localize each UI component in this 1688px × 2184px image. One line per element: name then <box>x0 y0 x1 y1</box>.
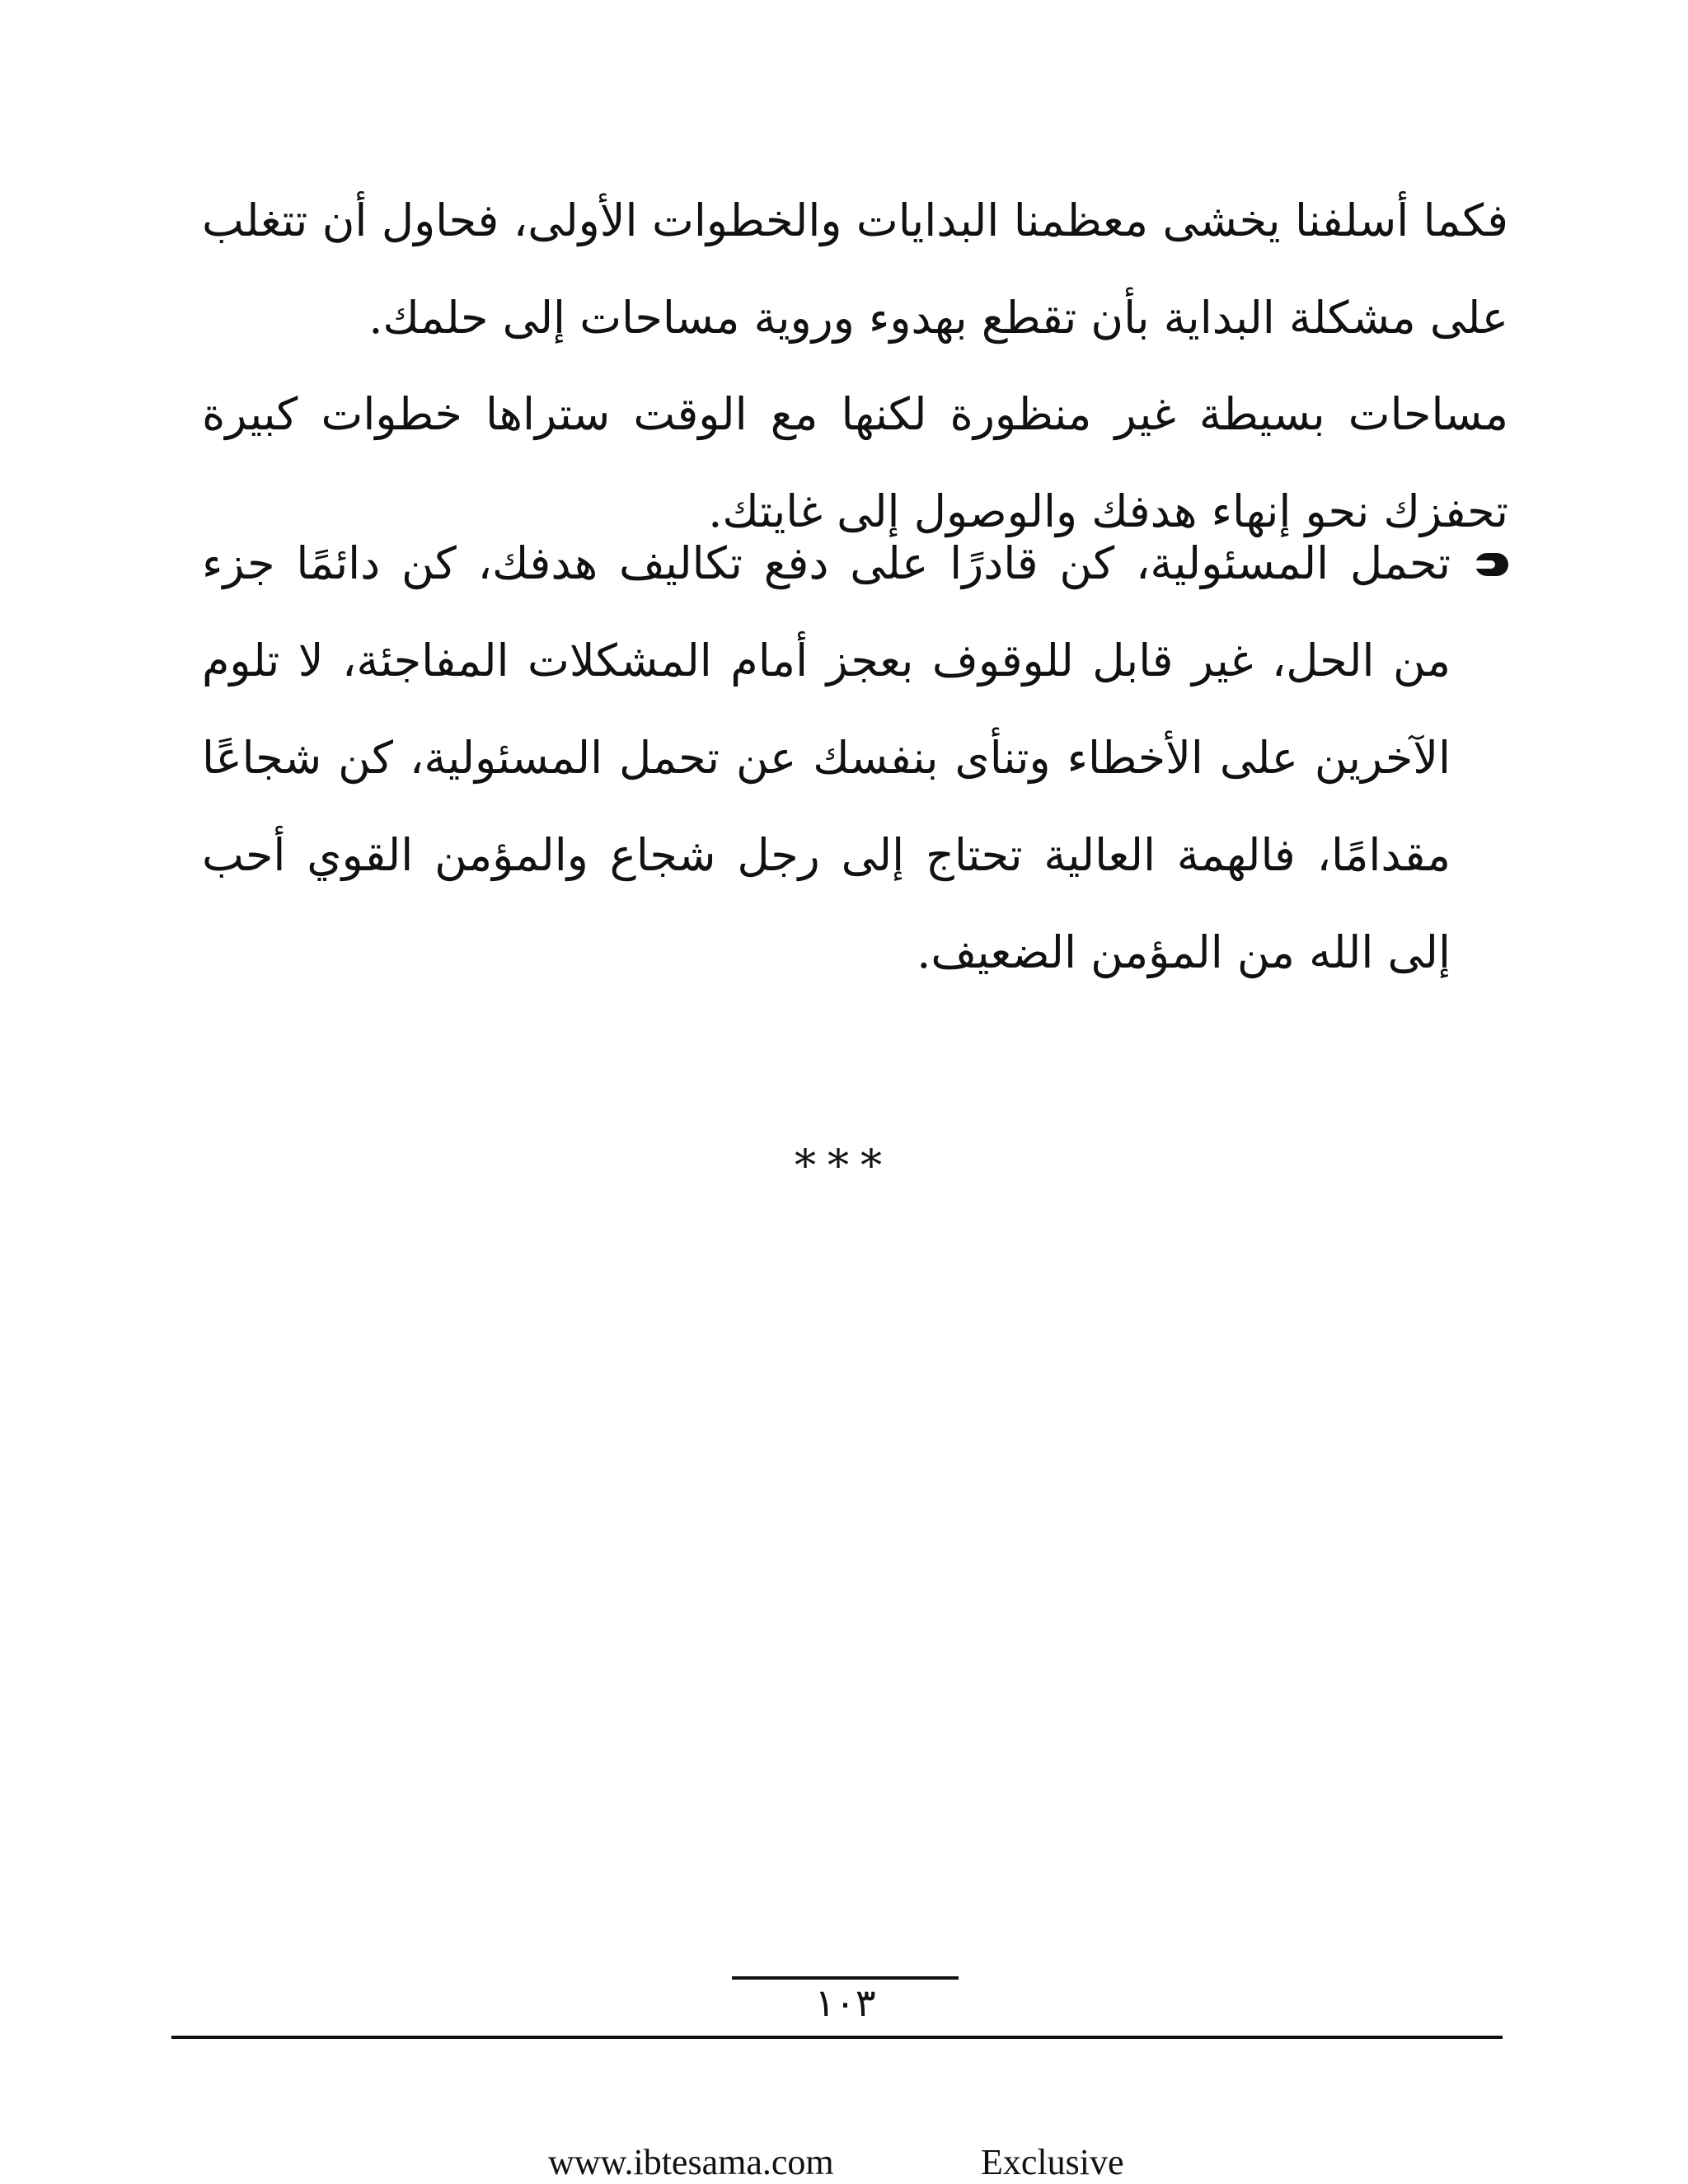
bullet-icon <box>1475 553 1508 576</box>
bullet-text: تحمل المسئولية، كن قادرًا على دفع تكاليف هدفك، كن دائمًا جزء من الحل، غير قابل للوقوف بعجز أمام المشكلات المفاجئة، لا تلوم الآخرين على الأخطاء وتنأى بنفسك عن تحمل المسئولية، كن شجاعًا مقدامًا، فالهمة العالية تحتاج إلى رجل شجاع والمؤمن القوي أحب إلى الله من المؤمن الضعيف. <box>202 537 1451 978</box>
paragraph-1: فكما أسلفنا يخشى معظمنا البدايات والخطوات الأولى، فحاول أن تتغلب على مشكلة البداية بأن تقطع بهدوء وروية مساحات إلى حلمك. <box>202 194 1508 344</box>
section-separator: *** <box>795 1141 893 1191</box>
footer <box>0 2141 1688 2184</box>
page-number: ١٠٣ <box>814 1980 876 2025</box>
bullet-item <box>202 515 1451 1001</box>
footer-site-link[interactable]: www.ibtesama.com <box>548 2142 834 2182</box>
paragraph-2: مساحات بسيطة غير منظورة لكنها مع الوقت ستراها خطوات كبيرة تحفزك نحو إنهاء هدفك والوصول إلى غايتك. <box>202 388 1508 537</box>
footer-rule <box>171 2036 1503 2039</box>
footer-tag: Exclusive <box>981 2142 1124 2182</box>
